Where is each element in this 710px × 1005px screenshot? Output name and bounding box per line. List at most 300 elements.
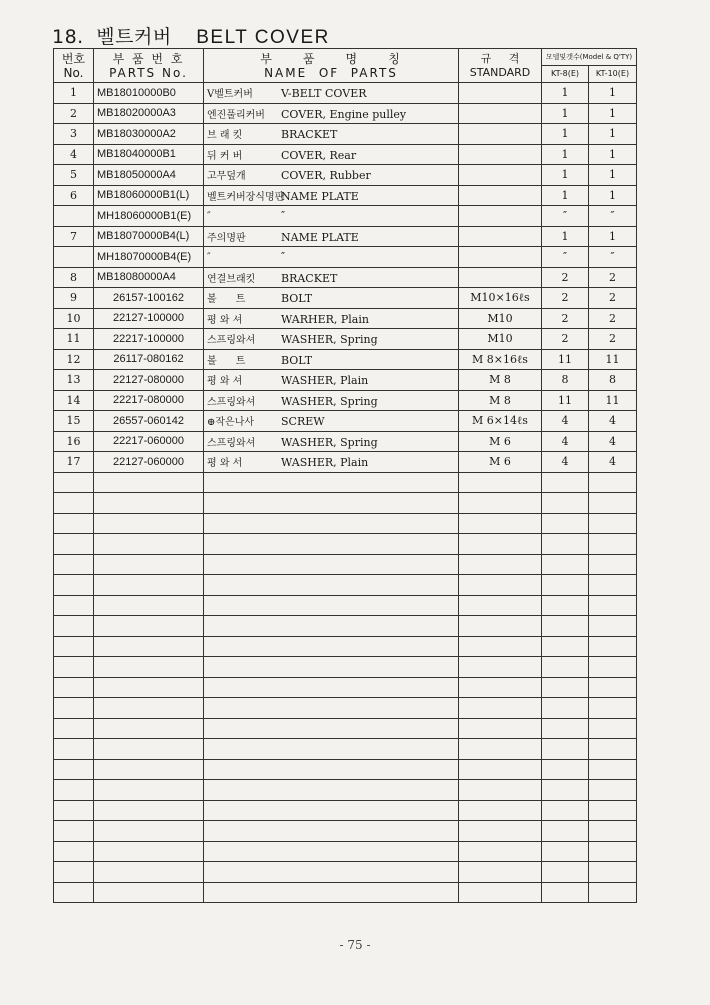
part-name-korean: 평 와 셔 — [207, 314, 243, 326]
empty-cell — [542, 534, 589, 555]
part-name-korean: ″ — [207, 211, 211, 223]
empty-cell — [459, 616, 542, 637]
part-name-korean: ″ — [207, 252, 211, 264]
empty-cell — [542, 718, 589, 739]
row-number: 5 — [54, 165, 94, 186]
part-name-english: NAME PLATE — [281, 189, 359, 203]
empty-cell — [459, 800, 542, 821]
empty-row — [54, 739, 637, 760]
empty-cell — [94, 759, 204, 780]
empty-cell — [94, 595, 204, 616]
empty-cell — [589, 657, 637, 678]
empty-cell — [204, 882, 459, 903]
part-name-korean: 스프링와셔 — [207, 396, 256, 408]
empty-cell — [589, 513, 637, 534]
empty-cell — [459, 636, 542, 657]
empty-row — [54, 698, 637, 719]
part-name-english: COVER, Engine pulley — [281, 107, 407, 121]
header-parts-en: PARTS No. — [109, 65, 188, 80]
empty-cell — [589, 575, 637, 596]
part-name-english: WASHER, Spring — [281, 435, 378, 449]
header-no-en: No. — [63, 65, 84, 80]
qty-kt8: 4 — [542, 452, 589, 473]
table-row — [54, 308, 637, 329]
empty-row — [54, 800, 637, 821]
qty-kt10: 8 — [589, 370, 637, 391]
empty-cell — [542, 882, 589, 903]
empty-cell — [589, 616, 637, 637]
empty-cell — [589, 759, 637, 780]
empty-cell — [54, 698, 94, 719]
empty-cell — [204, 841, 459, 862]
part-name-english: BOLT — [281, 292, 313, 306]
empty-cell — [54, 739, 94, 760]
empty-cell — [94, 575, 204, 596]
part-name — [204, 226, 459, 247]
empty-cell — [204, 554, 459, 575]
empty-cell — [94, 472, 204, 493]
part-name — [204, 452, 459, 473]
header-no-ko: 번호 — [61, 51, 86, 66]
qty-kt10: 2 — [589, 267, 637, 288]
empty-cell — [459, 534, 542, 555]
qty-kt10: ″ — [589, 247, 637, 268]
standard: M 6 — [459, 452, 542, 473]
empty-cell — [459, 595, 542, 616]
row-number: 1 — [54, 83, 94, 104]
part-name-korean: 평 와 셔 — [207, 376, 243, 388]
empty-cell — [94, 739, 204, 760]
page-number: - 75 - — [339, 938, 371, 952]
empty-cell — [204, 821, 459, 842]
empty-cell — [459, 698, 542, 719]
empty-cell — [94, 657, 204, 678]
empty-cell — [204, 862, 459, 883]
part-name-english: ″ — [281, 209, 286, 223]
empty-cell — [589, 780, 637, 801]
empty-row — [54, 513, 637, 534]
part-number: 22127-080000 — [94, 370, 204, 391]
parts-table — [53, 48, 637, 903]
row-number: 2 — [54, 103, 94, 124]
header-name-of-parts — [204, 49, 459, 83]
standard: M10×16ℓs — [459, 288, 542, 309]
section-number: 18. — [52, 26, 84, 48]
qty-kt8: 1 — [542, 144, 589, 165]
empty-row — [54, 841, 637, 862]
part-name — [204, 431, 459, 452]
part-name — [204, 390, 459, 411]
table-row — [54, 431, 637, 452]
part-number: 22217-060000 — [94, 431, 204, 452]
empty-cell — [94, 493, 204, 514]
part-name — [204, 349, 459, 370]
standard — [459, 267, 542, 288]
part-name — [204, 288, 459, 309]
header-parts-ko: 부 품 번 호 — [112, 51, 185, 66]
qty-kt10: 2 — [589, 308, 637, 329]
table-row — [54, 206, 637, 227]
empty-cell — [54, 841, 94, 862]
empty-cell — [204, 575, 459, 596]
empty-cell — [204, 677, 459, 698]
header-std-en: STANDARD — [469, 65, 531, 79]
table-row — [54, 390, 637, 411]
qty-kt10: ″ — [589, 206, 637, 227]
empty-cell — [54, 472, 94, 493]
qty-kt10: 1 — [589, 124, 637, 145]
standard — [459, 226, 542, 247]
empty-cell — [589, 862, 637, 883]
empty-cell — [589, 534, 637, 555]
empty-cell — [542, 636, 589, 657]
header-kt8: KT-8(E) — [542, 66, 589, 83]
empty-cell — [54, 513, 94, 534]
empty-cell — [54, 554, 94, 575]
empty-cell — [204, 800, 459, 821]
empty-cell — [54, 534, 94, 555]
part-name — [204, 165, 459, 186]
empty-cell — [459, 821, 542, 842]
qty-kt8: 1 — [542, 124, 589, 145]
part-name — [204, 329, 459, 350]
empty-cell — [54, 595, 94, 616]
standard — [459, 185, 542, 206]
standard: M 6 — [459, 431, 542, 452]
empty-cell — [94, 677, 204, 698]
empty-cell — [94, 513, 204, 534]
part-name-korean: V벨트커버 — [207, 89, 253, 101]
empty-cell — [94, 862, 204, 883]
empty-cell — [204, 513, 459, 534]
part-number: MB18070000B4(L) — [94, 226, 204, 247]
empty-row — [54, 718, 637, 739]
empty-cell — [204, 718, 459, 739]
empty-cell — [589, 636, 637, 657]
empty-row — [54, 780, 637, 801]
standard — [459, 206, 542, 227]
qty-kt8: 2 — [542, 267, 589, 288]
part-name-korean: ⊕작은나사 — [207, 417, 255, 429]
empty-cell — [542, 575, 589, 596]
part-number: MB18020000A3 — [94, 103, 204, 124]
qty-kt8: 11 — [542, 390, 589, 411]
part-name — [204, 267, 459, 288]
empty-row — [54, 636, 637, 657]
empty-cell — [94, 821, 204, 842]
part-number: 26157-100162 — [94, 288, 204, 309]
part-name-korean: 엔진풀리커버 — [207, 109, 265, 121]
part-number: MH18070000B4(E) — [94, 247, 204, 268]
table-row — [54, 165, 637, 186]
empty-cell — [459, 472, 542, 493]
row-number: 7 — [54, 226, 94, 247]
part-name — [204, 308, 459, 329]
empty-cell — [459, 780, 542, 801]
empty-cell — [459, 718, 542, 739]
row-number: 13 — [54, 370, 94, 391]
empty-cell — [589, 493, 637, 514]
part-number: 22217-080000 — [94, 390, 204, 411]
part-name-english: BRACKET — [281, 271, 338, 285]
empty-cell — [589, 718, 637, 739]
header-name-ko: 부 품 명 칭 — [260, 51, 402, 66]
empty-cell — [542, 677, 589, 698]
empty-cell — [204, 534, 459, 555]
standard — [459, 124, 542, 145]
qty-kt8: 1 — [542, 185, 589, 206]
part-number: MB18040000B1 — [94, 144, 204, 165]
empty-cell — [54, 882, 94, 903]
part-name-korean: 브 래 킷 — [207, 130, 243, 142]
part-name-english: WASHER, Plain — [281, 374, 369, 388]
part-name-english: ″ — [281, 250, 286, 264]
empty-cell — [589, 841, 637, 862]
empty-cell — [542, 800, 589, 821]
qty-kt10: 4 — [589, 431, 637, 452]
part-number: 26557-060142 — [94, 411, 204, 432]
qty-kt10: 1 — [589, 144, 637, 165]
empty-cell — [54, 636, 94, 657]
part-number: MH18060000B1(E) — [94, 206, 204, 227]
empty-cell — [204, 657, 459, 678]
empty-cell — [589, 677, 637, 698]
empty-cell — [54, 616, 94, 637]
part-name-english: COVER, Rear — [281, 148, 357, 162]
empty-row — [54, 472, 637, 493]
part-name — [204, 124, 459, 145]
empty-cell — [542, 595, 589, 616]
empty-cell — [542, 616, 589, 637]
header-name-en: NAME OF PARTS — [264, 65, 398, 80]
standard — [459, 103, 542, 124]
row-number: 14 — [54, 390, 94, 411]
title-korean: 벨트커버 — [96, 26, 172, 48]
qty-kt10: 4 — [589, 452, 637, 473]
standard — [459, 247, 542, 268]
row-number: 17 — [54, 452, 94, 473]
part-name — [204, 83, 459, 104]
part-name-english: BRACKET — [281, 128, 338, 142]
qty-kt8: ″ — [542, 206, 589, 227]
empty-cell — [542, 780, 589, 801]
qty-kt8: 4 — [542, 431, 589, 452]
row-number: 12 — [54, 349, 94, 370]
table-row — [54, 267, 637, 288]
qty-kt8: 1 — [542, 165, 589, 186]
table-row — [54, 329, 637, 350]
qty-kt10: 2 — [589, 329, 637, 350]
empty-cell — [542, 554, 589, 575]
standard: M 8 — [459, 390, 542, 411]
part-number: 22217-100000 — [94, 329, 204, 350]
qty-kt10: 1 — [589, 226, 637, 247]
empty-cell — [459, 657, 542, 678]
part-name-english: WARHER, Plain — [281, 312, 369, 326]
empty-cell — [589, 698, 637, 719]
row-number: 6 — [54, 185, 94, 206]
empty-cell — [589, 595, 637, 616]
part-name — [204, 206, 459, 227]
empty-cell — [459, 677, 542, 698]
part-name-english: COVER, Rubber — [281, 169, 371, 183]
row-number: 3 — [54, 124, 94, 145]
empty-cell — [542, 862, 589, 883]
part-name-english: WASHER, Spring — [281, 333, 378, 347]
empty-cell — [459, 493, 542, 514]
row-number: 4 — [54, 144, 94, 165]
table-row — [54, 83, 637, 104]
part-name-korean: 볼 트 — [207, 355, 246, 367]
empty-cell — [94, 534, 204, 555]
header-no — [54, 49, 94, 83]
empty-row — [54, 657, 637, 678]
part-name-english: WASHER, Plain — [281, 456, 369, 470]
part-number: MB18060000B1(L) — [94, 185, 204, 206]
part-name — [204, 247, 459, 268]
qty-kt8: 8 — [542, 370, 589, 391]
table-row — [54, 226, 637, 247]
part-name-korean: 평 와 서 — [207, 458, 243, 470]
table-row — [54, 103, 637, 124]
part-name — [204, 411, 459, 432]
empty-cell — [459, 739, 542, 760]
empty-cell — [589, 472, 637, 493]
qty-kt10: 1 — [589, 165, 637, 186]
standard: M 8 — [459, 370, 542, 391]
empty-cell — [54, 780, 94, 801]
standard: M 6×14ℓs — [459, 411, 542, 432]
empty-cell — [54, 821, 94, 842]
empty-cell — [204, 698, 459, 719]
part-number: 22127-060000 — [94, 452, 204, 473]
qty-kt10: 1 — [589, 185, 637, 206]
empty-cell — [54, 800, 94, 821]
empty-cell — [589, 882, 637, 903]
standard — [459, 144, 542, 165]
part-name-english: V-BELT COVER — [281, 87, 367, 101]
page-title — [52, 22, 330, 49]
empty-row — [54, 493, 637, 514]
empty-row — [54, 759, 637, 780]
part-name-korean: 볼 트 — [207, 294, 246, 306]
empty-cell — [94, 780, 204, 801]
header-kt10: KT-10(E) — [589, 66, 637, 83]
table-row — [54, 247, 637, 268]
qty-kt8: 1 — [542, 103, 589, 124]
empty-row — [54, 575, 637, 596]
empty-cell — [94, 554, 204, 575]
table-row — [54, 411, 637, 432]
empty-cell — [204, 595, 459, 616]
qty-kt10: 1 — [589, 103, 637, 124]
qty-kt8: ″ — [542, 247, 589, 268]
part-name — [204, 103, 459, 124]
empty-cell — [204, 472, 459, 493]
part-number: MB18010000B0 — [94, 83, 204, 104]
row-number: 11 — [54, 329, 94, 350]
empty-row — [54, 862, 637, 883]
empty-cell — [54, 677, 94, 698]
part-name-korean: 주의명판 — [207, 232, 246, 244]
empty-cell — [459, 554, 542, 575]
qty-kt10: 11 — [589, 390, 637, 411]
part-name-korean: 벨트커버장식명판 — [207, 191, 285, 203]
header-std-ko: 규 격 — [480, 51, 520, 65]
empty-cell — [54, 493, 94, 514]
empty-cell — [542, 739, 589, 760]
part-name-english: WASHER, Spring — [281, 394, 378, 408]
qty-kt10: 11 — [589, 349, 637, 370]
part-name — [204, 370, 459, 391]
qty-kt10: 1 — [589, 83, 637, 104]
standard: M10 — [459, 329, 542, 350]
qty-kt10: 2 — [589, 288, 637, 309]
empty-cell — [94, 698, 204, 719]
part-name — [204, 144, 459, 165]
qty-kt10: 4 — [589, 411, 637, 432]
empty-row — [54, 534, 637, 555]
qty-kt8: 1 — [542, 226, 589, 247]
part-number: 26117-080162 — [94, 349, 204, 370]
part-name-korean: 스프링와셔 — [207, 335, 256, 347]
part-name-korean: 고무덮개 — [207, 171, 246, 183]
table-row — [54, 144, 637, 165]
row-number: 9 — [54, 288, 94, 309]
part-name-english: SCREW — [281, 415, 325, 429]
part-number: MB18080000A4 — [94, 267, 204, 288]
qty-kt8: 11 — [542, 349, 589, 370]
empty-row — [54, 554, 637, 575]
empty-cell — [94, 718, 204, 739]
empty-row — [54, 677, 637, 698]
empty-cell — [54, 759, 94, 780]
row-number: 16 — [54, 431, 94, 452]
table-row — [54, 124, 637, 145]
empty-cell — [94, 800, 204, 821]
empty-cell — [542, 513, 589, 534]
empty-row — [54, 821, 637, 842]
qty-kt8: 4 — [542, 411, 589, 432]
empty-cell — [94, 841, 204, 862]
title-english: BELT COVER — [196, 27, 330, 48]
row-number: 10 — [54, 308, 94, 329]
part-number: 22127-100000 — [94, 308, 204, 329]
empty-cell — [94, 882, 204, 903]
part-name-english: BOLT — [281, 353, 313, 367]
standard — [459, 165, 542, 186]
parts-table-body — [54, 83, 637, 903]
qty-kt8: 2 — [542, 329, 589, 350]
part-name-english: NAME PLATE — [281, 230, 359, 244]
empty-cell — [459, 841, 542, 862]
empty-cell — [204, 636, 459, 657]
standard: M 8×16ℓs — [459, 349, 542, 370]
table-row — [54, 452, 637, 473]
part-name — [204, 185, 459, 206]
empty-cell — [459, 759, 542, 780]
empty-cell — [459, 862, 542, 883]
empty-cell — [542, 493, 589, 514]
table-row — [54, 288, 637, 309]
qty-kt8: 2 — [542, 308, 589, 329]
header-parts-no — [94, 49, 204, 83]
empty-cell — [542, 657, 589, 678]
part-name-korean: 스프링와셔 — [207, 437, 256, 449]
header-model-qty: 모델및갯수(Model & Q'TY) — [542, 49, 637, 66]
empty-cell — [94, 636, 204, 657]
row-number — [54, 206, 94, 227]
